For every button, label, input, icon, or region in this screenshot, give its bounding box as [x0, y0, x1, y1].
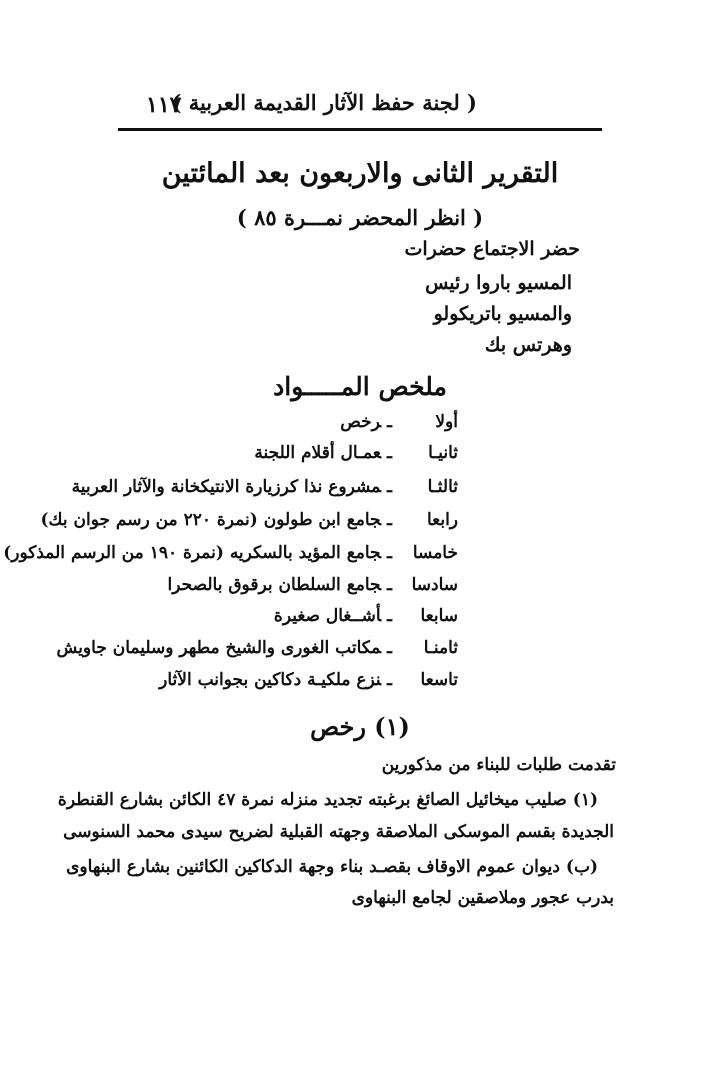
entry-line: الجديدة بقسم الموسكى الملاصقة وجهته القبلية لضريح سيدى محمد السنوسى [63, 822, 614, 842]
report-subtitle: ( انظر المحضر نمـــرة ٨٥ ) [236, 205, 484, 230]
attendance-line: وهرتس بك [484, 334, 572, 356]
item-number: ثالثـا [427, 477, 458, 497]
attendance-line: حضر الاجتماع حضرات [404, 238, 580, 260]
summary-item: أولاـرخص [340, 412, 458, 432]
summary-item: تاسعاـنزع ملكيـة دكاكين بجوانب الآثار [159, 670, 458, 690]
summary-item: ثالثـاـمشروع نذا كرزيارة الانتيكخانة والآثار العربية [71, 477, 458, 497]
item-number: سابعا [420, 606, 458, 626]
item-text: رخص [340, 412, 382, 432]
summary-item: رابعاـجامع ابن طولون (نمرة ٢٢٠ من رسم جوان بك) [40, 510, 458, 530]
summary-title: ملخص المـــــواد [273, 372, 447, 401]
page-number: ١١٧ [146, 92, 182, 118]
item-text: نزع ملكيـة دكاكين بجوانب الآثار [159, 670, 382, 690]
attendance-line: والمسيو باتريكولو [433, 303, 572, 325]
section-heading: (١) رخص [310, 712, 410, 741]
section-intro: تقدمت طلبات للبناء من مذكورين [381, 755, 616, 775]
summary-item: سابعاـأشــغال صغيرة [273, 606, 458, 626]
item-text: مكاتب الغورى والشيخ مطهر وسليمان جاويش [56, 638, 382, 658]
report-title: التقرير الثانى والاربعون بعد المائتين [161, 158, 559, 189]
entry-line: بدرب عجور وملاصقين لجامع البنهاوى [351, 888, 614, 908]
item-text: جامع ابن طولون (نمرة ٢٢٠ من رسم جوان بك) [40, 510, 382, 530]
item-number: رابعا [426, 510, 458, 530]
attendance-line: المسيو باروا رئيس [425, 272, 572, 294]
item-number: ثامنـا [423, 638, 458, 658]
page-header [118, 86, 602, 126]
summary-item: ثامنـاـمكاتب الغورى والشيخ مطهر وسليمان جاويش [56, 638, 458, 658]
item-number: تاسعا [420, 670, 458, 690]
item-number: ثانيـا [428, 443, 458, 463]
entry-line: (ب) ديوان عموم الاوقاف بقصـد بناء وجهة الدكاكين الكائنين بشارع البنهاوى [66, 857, 598, 877]
summary-item: خامساـجامع المؤيد بالسكريه (نمرة ١٩٠ من الرسم المذكور) [3, 543, 458, 563]
item-number: أولا [435, 412, 458, 432]
item-text: عمـال أقلام اللجنة [254, 443, 382, 463]
header-rule [118, 128, 602, 131]
item-text: جامع المؤيد بالسكريه (نمرة ١٩٠ من الرسم المذكور) [3, 543, 382, 563]
summary-item: سادساـجامع السلطان برقوق بالصحرا [167, 575, 458, 595]
item-text: أشــغال صغيرة [273, 606, 382, 626]
summary-item: ثانيـاـعمـال أقلام اللجنة [254, 443, 458, 463]
item-number: سادسا [411, 575, 458, 595]
item-text: مشروع نذا كرزيارة الانتيكخانة والآثار العربية [71, 477, 382, 497]
item-number: خامسا [412, 543, 458, 563]
running-title: ( لجنة حفظ الآثار القديمة العربية ) [171, 90, 477, 115]
item-text: جامع السلطان برقوق بالصحرا [167, 575, 382, 595]
entry-line: (١) صليب ميخائيل الصائغ برغبته تجديد منزله نمرة ٤٧ الكائن بشارع القنطرة [57, 790, 598, 810]
